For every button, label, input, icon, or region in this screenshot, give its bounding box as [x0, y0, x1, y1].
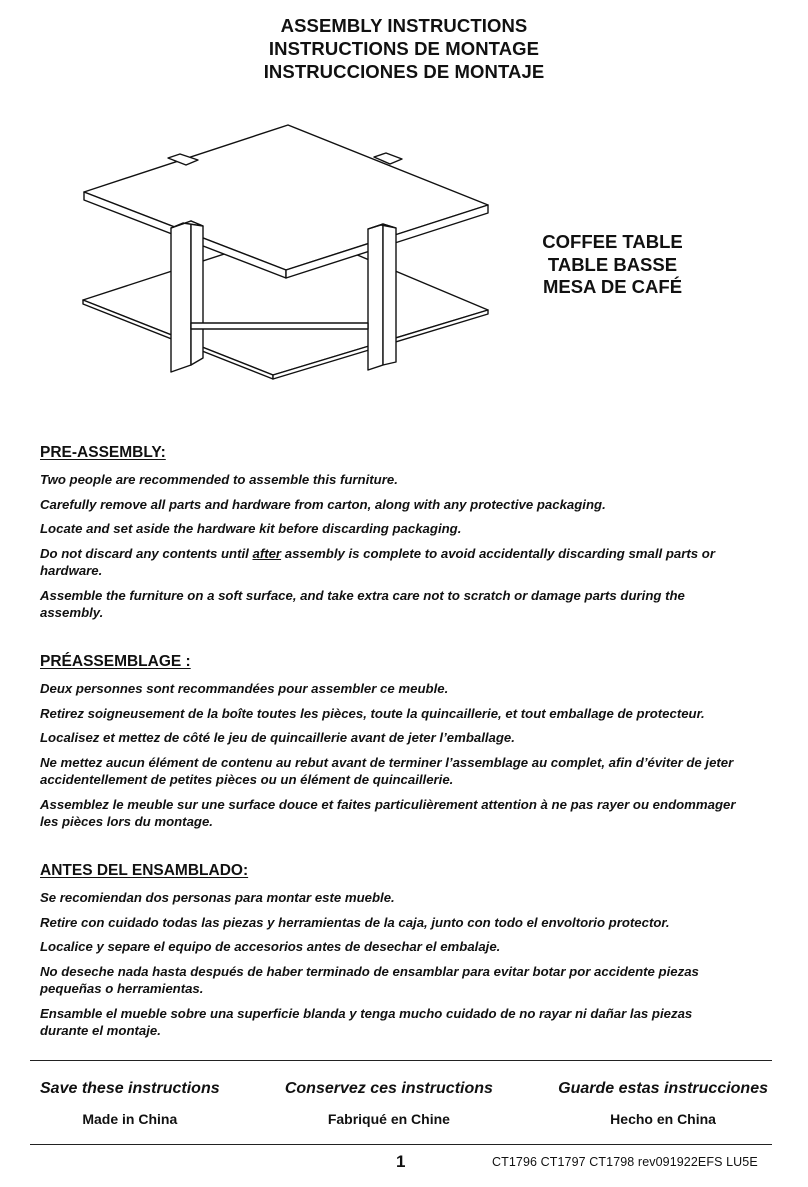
page-number: 1 [396, 1152, 406, 1171]
antes-item: Retire con cuidado todas las piezas y herramientas de la caja, junto con todo el envoltorio protector. [40, 914, 670, 930]
made-in-spanish: Hecho en China [610, 1111, 716, 1127]
save-instructions-french: Conservez ces instructions [284, 1080, 493, 1097]
product-name-english: COFFEE TABLE [542, 231, 683, 252]
title-spanish: INSTRUCCIONES DE MONTAJE [263, 61, 545, 82]
footer-divider-bottom [30, 1144, 772, 1145]
made-in-english: Made in China [82, 1111, 178, 1127]
preassemblage-heading: PRÉASSEMBLAGE : [40, 653, 191, 670]
pre-assembly-item: Locate and set aside the hardware kit before discarding packaging. [40, 521, 462, 536]
pre-assembly-item [40, 545, 740, 580]
product-codes: CT1796 CT1797 CT1798 rev091922EFS LU5E [492, 1155, 758, 1169]
made-in-french: Fabriqué en Chine [327, 1111, 450, 1127]
preassemblage-item: Localisez et mettez de côté le jeu de quincaillerie avant de jeter l’emballage. [40, 730, 515, 745]
title-french: INSTRUCTIONS DE MONTAGE [268, 38, 540, 59]
pre-assembly-item: Assemble the furniture on a soft surface, and take extra care not to scratch or damage parts during the assembly. [40, 587, 685, 620]
tabletop [84, 125, 488, 270]
product-name-french: TABLE BASSE [547, 253, 678, 275]
front-left-leg [171, 221, 191, 372]
save-instructions-english: Save these instructions [40, 1080, 220, 1097]
antes-item: Ensamble el mueble sobre una superficie blanda y tenga mucho cuidado de no rayar ni dañar las piezas durante el montaje. [40, 1005, 693, 1038]
emphasis-after: after [252, 545, 282, 561]
antes-section [40, 862, 740, 1047]
front-right-leg [368, 224, 383, 370]
preassemblage-item: Retirez soigneusement de la boîte toutes les pièces, toute la quincaillerie, et tout emballage de protecteur. [40, 705, 705, 721]
pre-assembly-item: Carefully remove all parts and hardware from carton, along with any protective packaging. [40, 496, 606, 512]
pre-assembly-section [40, 444, 740, 629]
product-name-spanish: MESA DE CAFÉ [542, 276, 683, 297]
footer-spanish [558, 1078, 768, 1127]
coffee-table-illustration [78, 120, 498, 380]
preassemblage-item: Assemblez le meuble sur une surface douce et faites particulièrement attention à ne pas rayer ou endommager les pièces lors du montage. [40, 796, 736, 829]
preassemblage-item: Ne mettez aucun élément de contenu au rebut avant de terminer l’assemblage au complet, afin d’éviter de jeter accidentellement de petites pièces ou un élément de quincaillerie. [40, 754, 734, 787]
save-instructions-spanish: Guarde estas instrucciones [558, 1080, 768, 1097]
preassemblage-item: Deux personnes sont recommandées pour assembler ce meuble. [40, 681, 449, 696]
antes-item: Localice y separe el equipo de accesorios antes de desechar el embalaje. [40, 939, 501, 954]
pre-assembly-item: Two people are recommended to assemble this furniture. [40, 472, 398, 487]
preassemblage-section [40, 653, 740, 838]
footer-columns [40, 1078, 768, 1127]
pre-assembly-heading: PRE-ASSEMBLY: [40, 444, 166, 461]
antes-item: Se recomiendan dos personas para montar este mueble. [40, 890, 395, 905]
footer-english [40, 1078, 220, 1127]
pre-assembly-item-text: Do not discard any contents until [40, 545, 253, 561]
title-english: ASSEMBLY INSTRUCTIONS [280, 15, 528, 36]
footer-divider-top [30, 1060, 772, 1061]
product-name [520, 231, 705, 299]
antes-item: No deseche nada hasta después de haber terminado de ensamblar para evitar botar por accidente piezas pequeñas o herramientas. [40, 963, 699, 996]
page-header [0, 14, 808, 83]
footer-french [285, 1078, 493, 1127]
pre-assembly-item-text: assembly is complete to avoid accidentally discarding small parts or hardware. [40, 545, 715, 578]
antes-heading: ANTES DEL ENSAMBLADO: [40, 862, 249, 879]
